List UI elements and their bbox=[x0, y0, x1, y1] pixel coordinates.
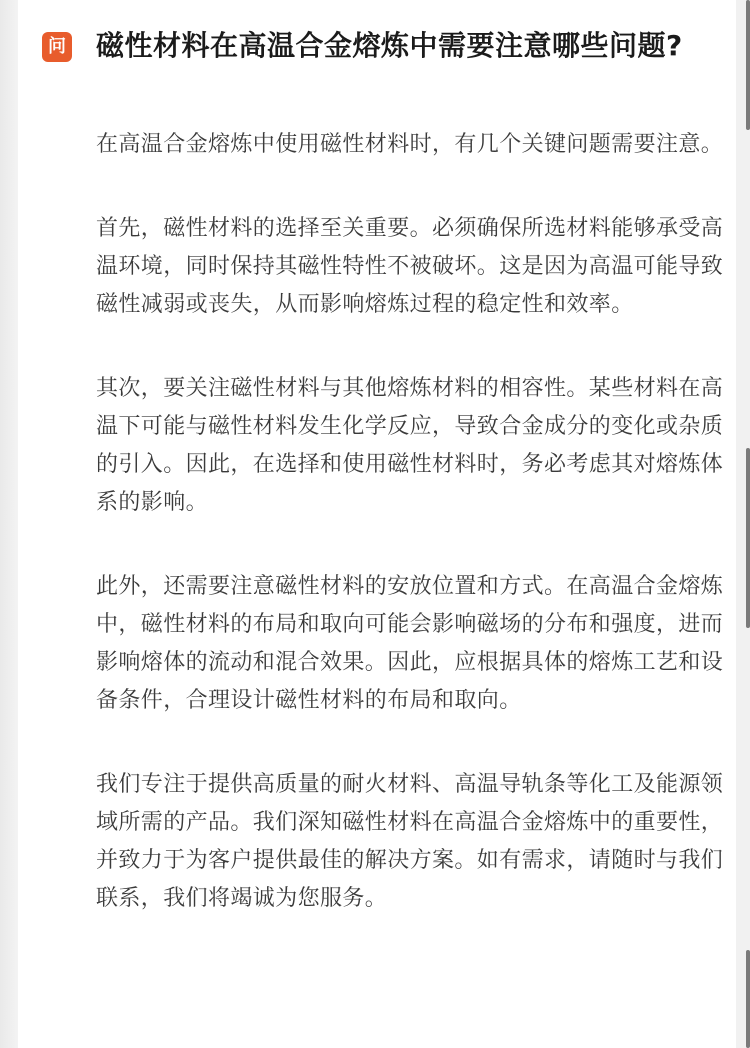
qa-card bbox=[18, 0, 736, 1048]
question-title: 磁性材料在高温合金熔炼中需要注意哪些问题? bbox=[96, 29, 683, 62]
answer-paragraph-4: 此外，还需要注意磁性材料的安放位置和方式。在高温合金熔炼中，磁性材料的布局和取向可能会影响磁场的分布和强度，进而影响熔体的流动和混合效果。因此，应根据具体的熔炼工艺和设备条件，合理设计磁性材料的布局和取向。 bbox=[96, 574, 724, 713]
answer-body bbox=[96, 126, 726, 964]
scroll-indicator-bottom[interactable] bbox=[746, 950, 750, 1048]
left-frame bbox=[0, 0, 18, 1048]
question-badge-icon: 问 bbox=[42, 32, 72, 62]
answer-paragraph-1: 在高温合金熔炼中使用磁性材料时，有几个关键问题需要注意。 bbox=[96, 132, 724, 157]
answer-paragraph-3: 其次，要关注磁性材料与其他熔炼材料的相容性。某些材料在高温下可能与磁性材料发生化学反应，导致合金成分的变化或杂质的引入。因此，在选择和使用磁性材料时，务必考虑其对熔炼体系的影响。 bbox=[96, 376, 724, 515]
scroll-indicator-middle[interactable] bbox=[746, 448, 750, 628]
answer-paragraph-5: 我们专注于提供高质量的耐火材料、高温导轨条等化工及能源领域所需的产品。我们深知磁性材料在高温合金熔炼中的重要性，并致力于为客户提供最佳的解决方案。如有需求，请随时与我们联系，我们将竭诚为您服务。 bbox=[96, 772, 724, 911]
right-scroll-track[interactable] bbox=[736, 0, 750, 1048]
answer-paragraph-2: 首先，磁性材料的选择至关重要。必须确保所选材料能够承受高温环境，同时保持其磁性特性不被破坏。这是因为高温可能导致磁性减弱或丧失，从而影响熔炼过程的稳定性和效率。 bbox=[96, 216, 724, 317]
scroll-indicator-top[interactable] bbox=[746, 0, 750, 130]
